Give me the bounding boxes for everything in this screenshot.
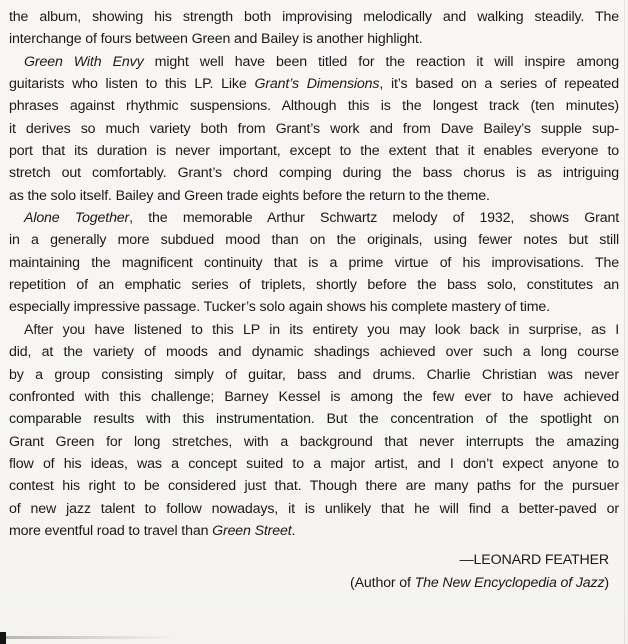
paragraph-alone-together — [9, 207, 619, 319]
text-segment: , it’s based on a series of repeated — [379, 76, 619, 93]
paragraph-green-with-envy — [9, 51, 619, 207]
text-segment: by a group consisting simply of guitar, bass and drums. Charlie Christian was never — [9, 366, 619, 383]
italic-text-segment: Green Street — [212, 522, 292, 539]
text-segment: of new jazz talent to follow nowadays, it is unlikely that he will find a better-paved or — [9, 500, 619, 517]
text-line — [9, 118, 619, 140]
text-segment: port that its duration is never important, except to the extent that it enables everyone to — [9, 143, 619, 160]
text-segment: . — [291, 522, 296, 539]
text-line — [9, 386, 619, 408]
text-line — [9, 498, 619, 520]
text-segment: contest his right to be considered just that. Though there are many paths for the pursuer — [9, 478, 619, 495]
italic-text-segment: Alone Together — [24, 210, 130, 227]
text-segment: comparable results with this instrumentation. But the concentration of the spotlight on — [9, 411, 619, 428]
text-segment: maintaining the magnificent continuity that is a prime virtue of his improvisations. The — [9, 254, 619, 271]
text-line — [9, 28, 619, 50]
text-line — [9, 95, 619, 117]
text-line — [9, 341, 619, 363]
text-segment: —LEONARD FEATHER — [459, 552, 609, 569]
text-segment: flow of his ideas, was a concept suited to a major artist, and I don’t expect anyone to — [9, 455, 619, 472]
text-segment: might well have been titled for the reaction it will inspire among — [143, 53, 620, 70]
text-line — [9, 274, 619, 296]
liner-notes-text — [9, 6, 619, 594]
text-segment: more eventful road to travel than — [9, 522, 213, 539]
text-segment: (Author of — [350, 574, 415, 591]
text-line — [9, 6, 619, 28]
text-segment: in a generally more subdued mood than on the originals, using fewer notes but still — [9, 232, 619, 249]
text-line — [9, 475, 619, 497]
italic-text-segment: The New Encyclopedia of Jazz — [414, 574, 605, 591]
text-segment: the album, showing his strength both improvising melodically and walking steadily. The — [9, 9, 619, 25]
text-segment: did, at the variety of moods and dynamic shadings achieved over such a long course — [9, 344, 619, 361]
text-line — [9, 520, 619, 542]
text-segment: as the solo itself. Bailey and Green trade eights before the return to the theme. — [9, 187, 490, 204]
text-segment: After you have listened to this LP in its entirety you may look back in surprise, as I — [24, 321, 619, 338]
paragraph-album-continuation — [9, 6, 619, 51]
text-segment: ) — [604, 574, 609, 591]
text-segment: interchange of fours between Green and Bailey is another highlight. — [9, 31, 423, 48]
text-segment: guitarists who listen to this LP. Like — [9, 76, 255, 93]
text-line — [9, 229, 619, 251]
text-line — [9, 207, 619, 229]
text-line — [9, 185, 619, 207]
text-line — [9, 549, 609, 571]
text-segment: phrases against rhythmic suspensions. Although this is the longest track (ten minutes) — [9, 98, 619, 115]
text-line — [9, 73, 619, 95]
text-line — [9, 408, 619, 430]
italic-text-segment: Grant’s Dimensions — [254, 76, 380, 93]
text-line — [9, 51, 619, 73]
text-segment: , the memorable Arthur Schwartz melody of 1932, shows Grant — [129, 210, 620, 227]
text-line — [9, 431, 619, 453]
text-line — [9, 296, 619, 318]
text-line — [9, 252, 619, 274]
text-line — [9, 572, 609, 594]
scan-edge-line — [624, 0, 625, 644]
text-segment: confronted with this challenge; Barney Kessel is among the few ever to have achieved — [9, 388, 619, 405]
text-segment: repetition of an emphatic series of triplets, shortly before the bass solo, constitutes an — [9, 277, 619, 294]
paragraph-conclusion — [9, 319, 619, 542]
text-segment: stretch out comfortably. Grant’s chord comping during the bass chorus is as intriguing — [9, 165, 619, 182]
text-segment: Grant Green for long stretches, with a background that never interrupts the amazing — [9, 433, 619, 450]
text-line — [9, 162, 619, 184]
signature — [9, 549, 619, 594]
text-line — [9, 453, 619, 475]
scan-artifact-streak — [0, 636, 175, 639]
scan-artifact-corner — [0, 632, 6, 644]
text-line — [9, 140, 619, 162]
text-line — [9, 364, 619, 386]
text-segment: it derives so much variety both from Grant’s work and from Dave Bailey’s supple sup- — [9, 120, 619, 137]
italic-text-segment: Green With Envy — [24, 53, 144, 70]
text-segment: especially impressive passage. Tucker’s solo again shows his complete mastery of time. — [9, 299, 550, 316]
text-line — [9, 319, 619, 341]
